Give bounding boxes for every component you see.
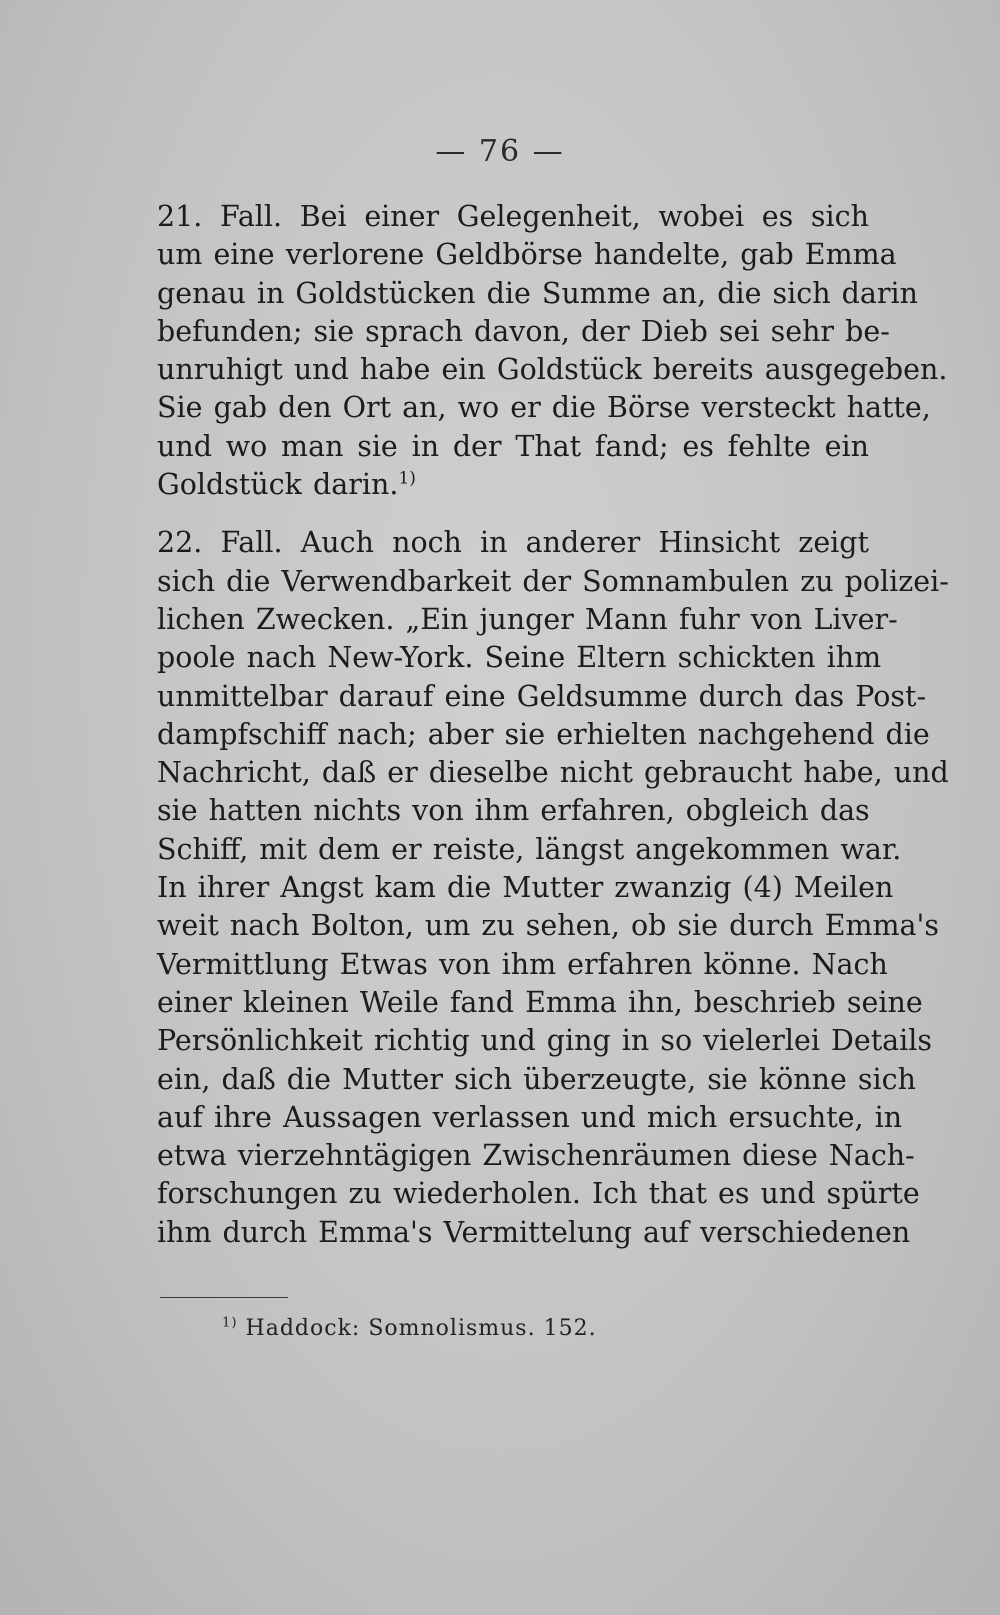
text-line: Persönlichkeit richtig und ging in so vielerlei Details	[157, 1024, 933, 1058]
text-line: 21. Fall. Bei einer Gelegenheit, wobei es sich	[157, 200, 869, 233]
text-line: unmittelbar darauf eine Geldsumme durch das Post-	[157, 679, 927, 713]
text-line: weit nach Bolton, um zu sehen, ob sie durch Emma's	[157, 909, 940, 943]
text-line: ein, daß die Mutter sich überzeugte, sie könne sich	[157, 1062, 916, 1096]
text-line: unruhigt und habe ein Goldstück bereits ausgegeben.	[157, 353, 948, 387]
text-line: einer kleinen Weile fand Emma ihn, beschrieb seine	[157, 985, 923, 1019]
text-line: forschungen zu wiederholen. Ich that es und spürte	[157, 1177, 920, 1211]
text-line-end: Goldstück darin.	[157, 468, 399, 502]
text-line: genau in Goldstücken die Summe an, die sich darin	[157, 276, 918, 310]
text-line: lichen Zwecken. „Ein junger Mann fuhr von Liver-	[157, 602, 898, 636]
paragraph-case-22	[157, 524, 949, 1252]
text-line: poole nach New-York. Seine Eltern schickten ihm	[157, 641, 882, 675]
body-text	[157, 198, 949, 1252]
text-line: auf ihre Aussagen verlassen und mich ersuchte, in	[157, 1100, 903, 1134]
text-line: Schiff, mit dem er reiste, längst angekommen war.	[157, 832, 902, 866]
text-line	[157, 466, 869, 504]
footnote-mark: 1)	[222, 1315, 238, 1331]
text-line: In ihrer Angst kam die Mutter zwanzig (4) Meilen	[157, 871, 894, 905]
text-line: befunden; sie sprach davon, der Dieb sei sehr be-	[157, 314, 890, 348]
text-line: sie hatten nichts von ihm erfahren, obgleich das	[157, 794, 870, 828]
text-line: Vermittlung Etwas von ihm erfahren könne. Nach	[157, 947, 888, 981]
text-line: 22. Fall. Auch noch in anderer Hinsicht zeigt	[157, 526, 869, 560]
footnote-reference: 1)	[398, 468, 416, 489]
page-number: — 76 —	[435, 134, 565, 169]
text-line: Sie gab den Ort an, wo er die Börse versteckt hatte,	[157, 391, 931, 425]
footnote	[222, 1316, 597, 1341]
text-line: Nachricht, daß er dieselbe nicht gebraucht habe, und	[157, 756, 949, 790]
paragraph-case-21	[157, 198, 948, 504]
paragraph-gap	[157, 504, 869, 524]
text-line: und wo man sie in der That fand; es fehlte ein	[157, 429, 869, 463]
footnote-text: Haddock: Somnolismus. 152.	[245, 1316, 597, 1341]
footnote-divider	[160, 1297, 288, 1298]
text-line: um eine verlorene Geldbörse handelte, gab Emma	[157, 238, 897, 272]
text-line: etwa vierzehntägigen Zwischenräumen diese Nach-	[157, 1139, 915, 1173]
text-line: dampfschiff nach; aber sie erhielten nachgehend die	[157, 717, 930, 751]
text-line: ihm durch Emma's Vermittelung auf verschiedenen	[157, 1215, 911, 1249]
text-line: sich die Verwendbarkeit der Somnambulen zu polizei-	[157, 564, 949, 598]
